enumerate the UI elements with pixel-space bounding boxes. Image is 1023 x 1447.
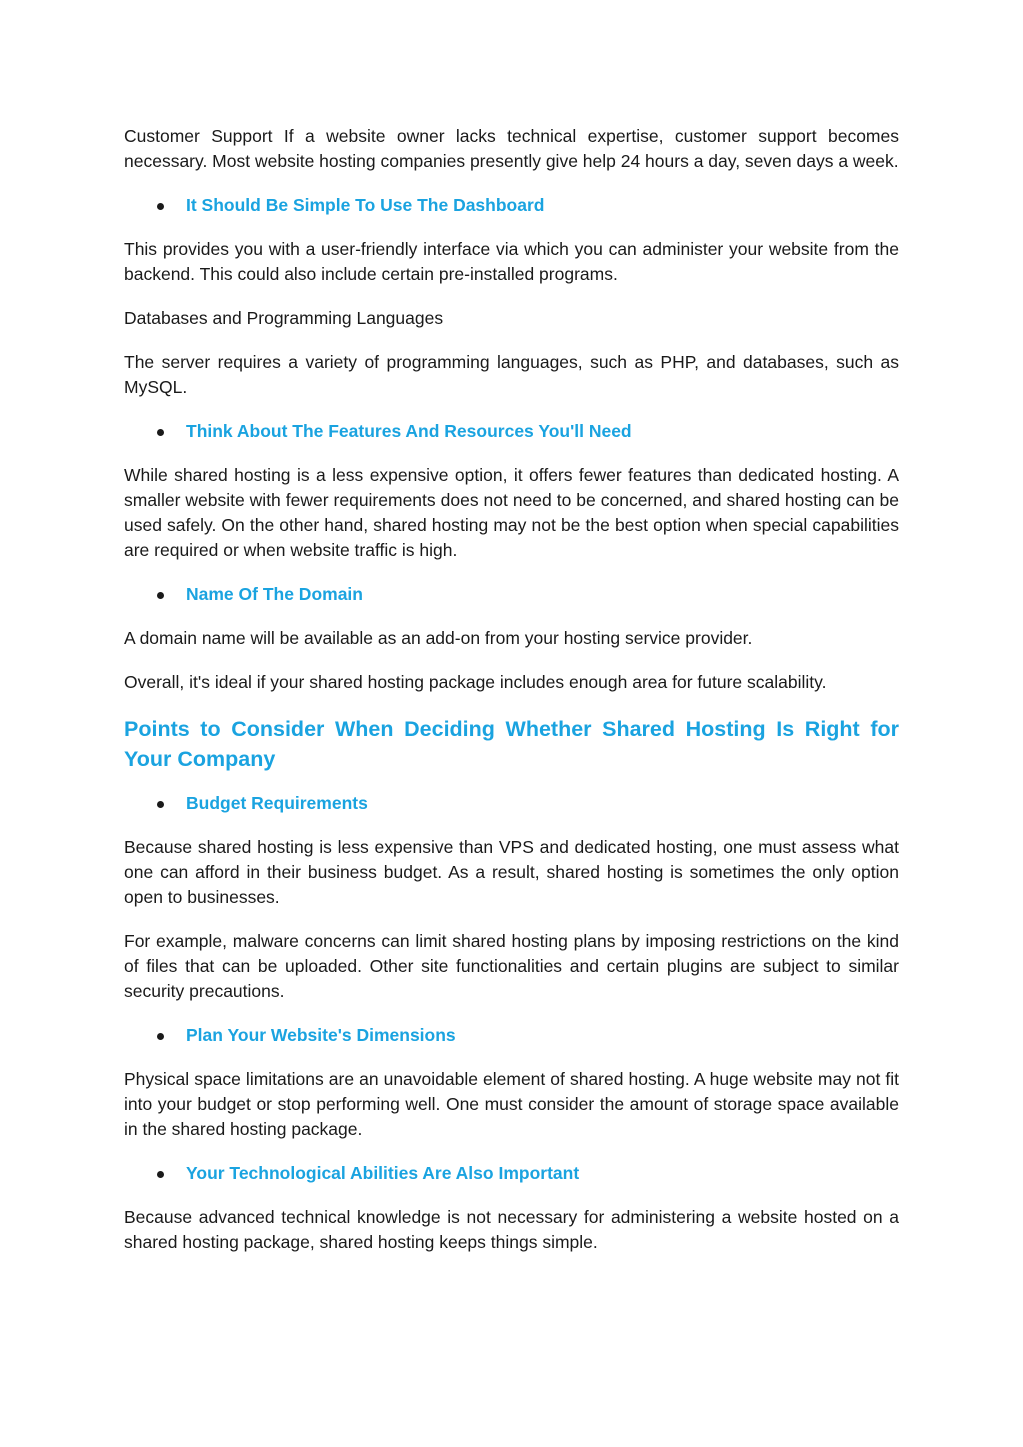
bullet-budget [124, 791, 899, 816]
paragraph-customer-support: Customer Support If a website owner lacks technical expertise, customer support becomes necessary. Most website hosting companies presently give help 24 hours a day, seven days a week. [124, 126, 899, 171]
bullet-dot-icon [157, 429, 164, 436]
bullet-dimensions [124, 1023, 899, 1048]
paragraph-databases: The server requires a variety of programming languages, such as PHP, and databases, such as MySQL. [124, 352, 899, 397]
bullet-dot-icon [157, 801, 164, 808]
bullet-abilities [124, 1161, 899, 1186]
paragraph-scalability: Overall, it's ideal if your shared hosting package includes enough area for future scalability. [124, 672, 827, 692]
paragraph-budget: Because shared hosting is less expensive than VPS and dedicated hosting, one must assess what one can afford in their business budget. As a result, shared hosting is sometimes the only option open to businesses. [124, 837, 899, 907]
paragraph-abilities: Because advanced technical knowledge is not necessary for administering a website hosted on a shared hosting package, shared hosting keeps things simple. [124, 1207, 899, 1252]
bullet-dashboard [124, 193, 899, 218]
bullet-label: Your Technological Abilities Are Also Important [186, 1163, 580, 1183]
bullet-dot-icon [157, 1171, 164, 1178]
bullet-dot-icon [157, 592, 164, 599]
bullet-label: It Should Be Simple To Use The Dashboard [186, 195, 545, 215]
paragraph-features: While shared hosting is a less expensive option, it offers fewer features than dedicated hosting. A smaller website with fewer requirements does not need to be concerned, and shared hosting can be used safely. On the other hand, shared hosting may not be the best option when special capabilities are required or when website traffic is high. [124, 465, 899, 560]
bullet-domain [124, 582, 899, 607]
bullet-label: Plan Your Website's Dimensions [186, 1025, 456, 1045]
paragraph-dimensions: Physical space limitations are an unavoidable element of shared hosting. A huge website may not fit into your budget or stop performing well. One must consider the amount of storage space available in the shared hosting package. [124, 1069, 899, 1139]
bullet-dot-icon [157, 1033, 164, 1040]
bullet-dot-icon [157, 203, 164, 210]
bullet-label: Name Of The Domain [186, 584, 363, 604]
bullet-label: Think About The Features And Resources You'll Need [186, 421, 632, 441]
paragraph-malware: For example, malware concerns can limit shared hosting plans by imposing restrictions on the kind of files that can be uploaded. Other site functionalities and certain plugins are subject to similar security precautions. [124, 931, 899, 1001]
document-page [124, 124, 899, 1274]
paragraph-databases-title: Databases and Programming Languages [124, 308, 444, 328]
bullet-label: Budget Requirements [186, 793, 368, 813]
paragraph-domain: A domain name will be available as an add-on from your hosting service provider. [124, 628, 753, 648]
section-heading: Points to Consider When Deciding Whether Shared Hosting Is Right for Your Company [124, 717, 899, 771]
bullet-features [124, 419, 899, 444]
paragraph-dashboard: This provides you with a user-friendly interface via which you can administer your website from the backend. This could also include certain pre-installed programs. [124, 239, 899, 284]
